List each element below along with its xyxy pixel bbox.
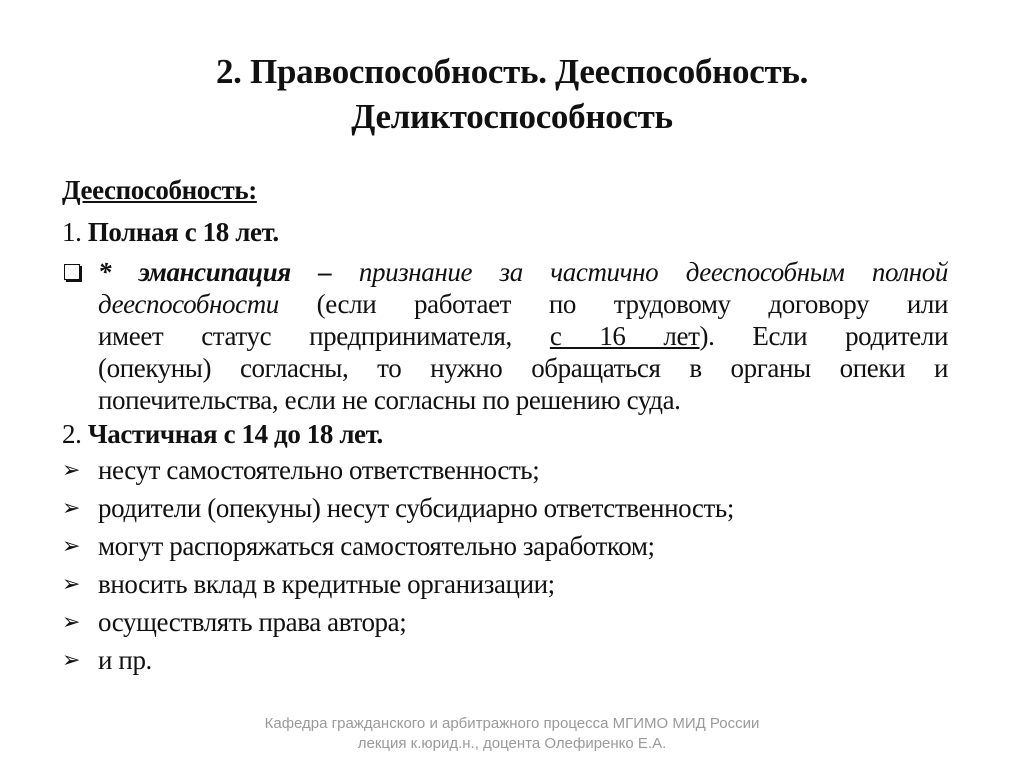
list-item — [62, 606, 948, 638]
paragraph-text: ). Если родители — [699, 321, 948, 351]
emancipation-line5: попечительства, если не согласны по решению суда. — [98, 385, 681, 415]
section-heading: Дееспособность: — [62, 175, 257, 205]
list-item-text: могут распоряжаться самостоятельно заработком; — [98, 531, 655, 561]
footer-line1: Кафедра гражданского и арбитражного процесса МГИМО МИД России — [264, 715, 760, 732]
emancipation-line3 — [98, 320, 948, 352]
list-item — [62, 644, 948, 676]
list-item-text: вносить вклад в кредитные организации; — [98, 569, 555, 599]
arrow-bullet-icon: ➢ — [62, 571, 81, 596]
slide-title-line1: 2. Правоспособность. Дееспособность. — [215, 52, 809, 91]
checkbox-bullet-icon — [62, 256, 98, 288]
list-item-text: несут самостоятельно ответственность; — [98, 455, 540, 485]
list-item — [62, 454, 948, 486]
emancipation-line1 — [98, 256, 948, 288]
age-underlined: с 16 лет — [549, 321, 700, 351]
list-item-text: родители (опекуны) несут субсидиарно ответственность; — [98, 493, 734, 523]
paragraph-text: имеет статус предпринимателя, — [98, 321, 550, 351]
arrow-bullet-icon: ➢ — [62, 609, 81, 634]
arrow-bullet-icon: ➢ — [62, 647, 81, 672]
slide-title-line2: Деликтоспособность — [351, 97, 673, 136]
footer-line2: лекция к.юрид.н., доцента Олефиренко Е.А. — [357, 735, 667, 752]
arrow-bullet-icon: ➢ — [62, 533, 81, 558]
definition-text: дееспособности — [98, 289, 279, 319]
emancipation-line2 — [98, 288, 948, 320]
item-text: Полная с 18 лет. — [87, 217, 279, 247]
item-number: 2. — [62, 419, 82, 449]
emancipation-term: * эмансипация – — [98, 257, 332, 287]
list-item — [62, 568, 948, 600]
item-full-capacity — [62, 216, 279, 248]
list-item — [62, 530, 948, 562]
arrow-bullet-icon: ➢ — [62, 457, 81, 482]
item-partial-capacity — [62, 418, 383, 450]
definition-text: признание за частично дееспособным полной — [331, 257, 949, 287]
paragraph-text: (если работает по трудовому договору или — [278, 289, 948, 319]
list-item — [62, 492, 948, 524]
list-item-text: осуществлять права автора; — [98, 607, 407, 637]
list-item-text: и пр. — [98, 645, 152, 675]
item-text: Частичная с 14 до 18 лет. — [87, 419, 383, 449]
emancipation-line4: (опекуны) согласны, то нужно обращаться в органы опеки и — [98, 353, 948, 383]
item-number: 1. — [62, 217, 82, 247]
arrow-bullet-icon: ➢ — [62, 495, 81, 520]
